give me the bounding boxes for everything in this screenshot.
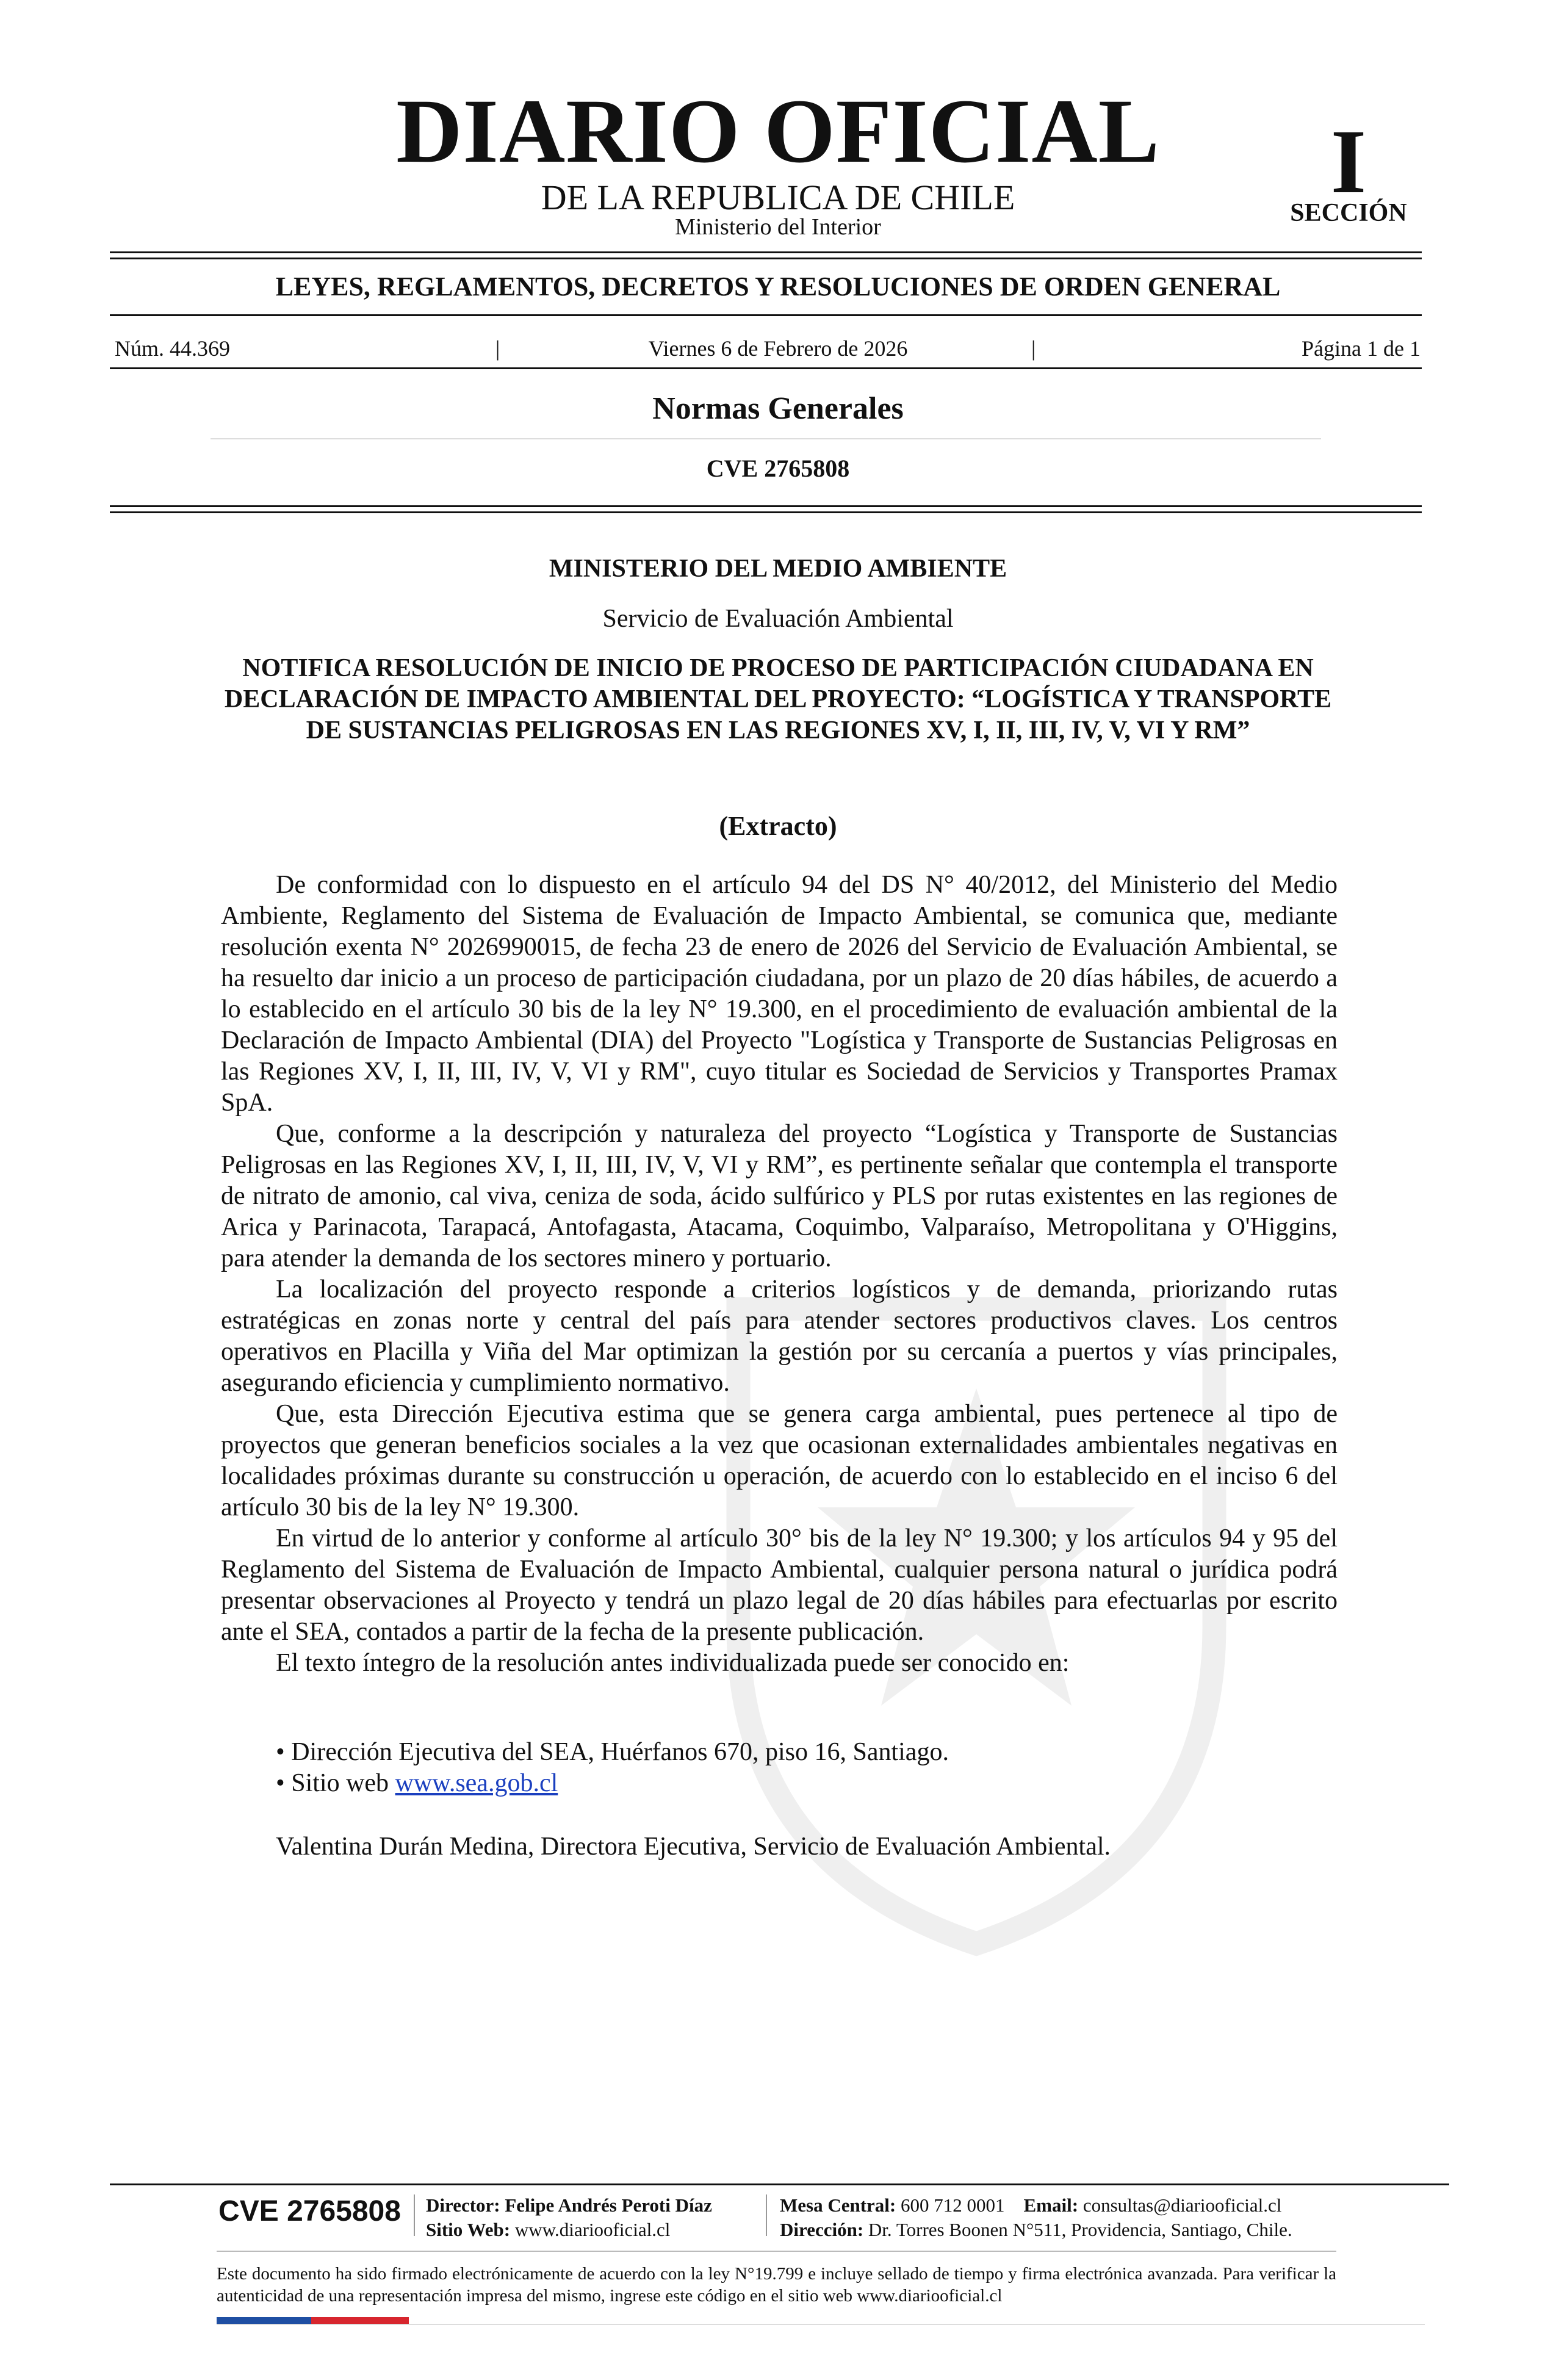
newspaper-title: DIARIO OFICIAL	[396, 81, 1160, 182]
service-name: Servicio de Evaluación Ambiental	[602, 605, 954, 633]
issue-divider	[110, 367, 1422, 369]
footer-contact-block	[780, 2193, 1292, 2242]
address-value: Dr. Torres Boonen N°511, Providencia, Santiago, Chile.	[868, 2219, 1292, 2240]
list-item: • Dirección Ejecutiva del SEA, Huérfanos 670, piso 16, Santiago.	[276, 1738, 949, 1766]
phone-value: 600 712 0001	[901, 2194, 1005, 2216]
category-divider	[110, 314, 1422, 316]
issue-number: Núm. 44.369	[115, 336, 230, 361]
body-paragraph: El texto íntegro de la resolución antes individualizada puede ser conocido en:	[276, 1649, 1070, 1677]
list-item	[276, 1768, 1338, 1799]
body-paragraph: La localización del proyecto responde a criterios logísticos y de demanda, priorizando rutas estratégicas en zonas norte y central del país para atender sectores productivos claves. Los centros operativos en Placilla y Viña del Mar optimizan la gestión por su cercanía a puertos y vías principales, asegurando eficiencia y cumplimiento normativo.	[221, 1275, 1338, 1397]
issue-date: Viernes 6 de Febrero de 2026	[648, 336, 908, 361]
body-paragraph: Que, conforme a la descripción y naturaleza del proyecto “Logística y Transporte de Sustancias Peligrosas en las Regiones XV, I, II, III, IV, V, VI y RM”, es pertinente señalar que contempla el transporte de nitrato de amonio, cal viva, ceniza de soda, ácido sulfúrico y PLS por rutas existentes en las regiones de Arica y Parinacota, Tarapacá, Antofagasta, Atacama, Coquimbo, Valparaíso, Metropolitana y O'Higgins, para atender la demanda de los sectores minero y portuario.	[221, 1120, 1338, 1272]
footer-website-link[interactable]: www.diariooficial.cl	[514, 2219, 671, 2240]
sea-website-link[interactable]: www.sea.gob.cl	[395, 1769, 558, 1797]
header-divider	[110, 251, 1422, 259]
body-paragraph: En virtud de lo anterior y conforme al artículo 30° bis de la ley N° 19.300; y los artículos 94 y 95 del Reglamento del Sistema de Evaluación de Impacto Ambiental, cualquier persona natural o jurídica podrá presentar observaciones al Proyecto y tendrá un plazo legal de 20 días hábiles para efectuarlas por escrito ante el SEA, contados a partir de la fecha de la presente publicación.	[221, 1524, 1338, 1646]
list-item-label: • Sitio web	[276, 1769, 395, 1797]
footer-director-block	[426, 2193, 712, 2242]
email-label: Email:	[1023, 2194, 1079, 2216]
section-label: SECCIÓN	[1290, 199, 1407, 227]
footer-note-divider	[217, 2251, 1336, 2252]
category-heading: LEYES, REGLAMENTOS, DECRETOS Y RESOLUCIONES DE ORDEN GENERAL	[275, 272, 1281, 301]
section-heading: Normas Generales	[652, 391, 904, 426]
director-label: Director:	[426, 2194, 500, 2216]
cve-divider	[110, 505, 1422, 513]
body-paragraph: Que, esta Dirección Ejecutiva estima que se genera carga ambiental, pues pertenece al tipo de proyectos que generan beneficios sociales a la vez que ocasionan externalidades ambientales negativas en localidades próximas durante su construcción u operación, de acuerdo con lo establecido en el inciso 6 del artículo 30 bis de la ley N° 19.300.	[221, 1400, 1338, 1521]
ministry-name: MINISTERIO DEL MEDIO AMBIENTE	[549, 555, 1007, 583]
page-indicator: Página 1 de 1	[1302, 336, 1421, 361]
extract-label: (Extracto)	[719, 811, 837, 841]
director-name: Felipe Andrés Peroti Díaz	[505, 2194, 712, 2216]
email-link[interactable]: consultas@diariooficial.cl	[1082, 2194, 1282, 2216]
signature-line: Valentina Durán Medina, Directora Ejecutiva, Servicio de Evaluación Ambiental.	[276, 1833, 1111, 1861]
flag-stripe	[217, 2317, 409, 2324]
footer-divider	[110, 2183, 1449, 2185]
footer-legal-note: Este documento ha sido firmado electrónicamente de acuerdo con la ley N°19.799 e incluye sellado de tiempo y firma electrónica avanzada. Para verificar la autenticidad de una representación impresa del mismo, ingrese este código en el sitio web www.diariooficial.cl	[217, 2264, 1336, 2306]
footer-column-divider	[766, 2194, 767, 2236]
body-paragraph: De conformidad con lo dispuesto en el artículo 94 del DS N° 40/2012, del Ministerio del Medio Ambiente, Reglamento del Sistema de Evaluación de Impacto Ambiental, se comunica que, mediante resolución exenta N° 2026990015, de fecha 23 de enero de 2026 del Servicio de Evaluación Ambiental, se ha resuelto dar inicio a un proceso de participación ciudadana, por un plazo de 20 días hábiles, de acuerdo a lo establecido en el artículo 30 bis de la ley N° 19.300, en el procedimiento de evaluación ambiental de la Declaración de Impacto Ambiental (DIA) del Proyecto "Logística y Transporte de Sustancias Peligrosas en las Regiones XV, I, II, III, IV, V, VI y RM", cuyo titular es Sociedad de Servicios y Transportes Pramax SpA.	[221, 871, 1338, 1117]
cve-code: CVE 2765808	[706, 455, 850, 482]
issue-separator: |	[495, 336, 500, 361]
footer-column-divider	[414, 2194, 415, 2236]
contact-list	[276, 1737, 1338, 1799]
issue-separator: |	[1031, 336, 1036, 361]
newspaper-subtitle: DE LA REPUBLICA DE CHILE	[541, 178, 1015, 217]
heading-underline	[211, 438, 1321, 439]
section-number: I	[1330, 111, 1367, 212]
phone-label: Mesa Central:	[780, 2194, 896, 2216]
newspaper-ministry: Ministerio del Interior	[675, 214, 881, 240]
address-label: Dirección:	[780, 2219, 864, 2240]
footer-cve-code: CVE 2765808	[218, 2195, 401, 2227]
article-body	[221, 870, 1338, 1679]
article-headline: NOTIFICA RESOLUCIÓN DE INICIO DE PROCESO DE PARTICIPACIÓN CIUDADANA EN DECLARACIÓN DE IMPACTO AMBIENTAL DEL PROYECTO: “LOGÍSTICA Y TRANSPORTE DE SUSTANCIAS PELIGROSAS EN LAS REGIONES XV, I, II, III, IV, V, VI Y RM”	[224, 654, 1332, 745]
website-label: Sitio Web:	[426, 2219, 511, 2240]
footer-bottom-rule	[217, 2324, 1425, 2325]
